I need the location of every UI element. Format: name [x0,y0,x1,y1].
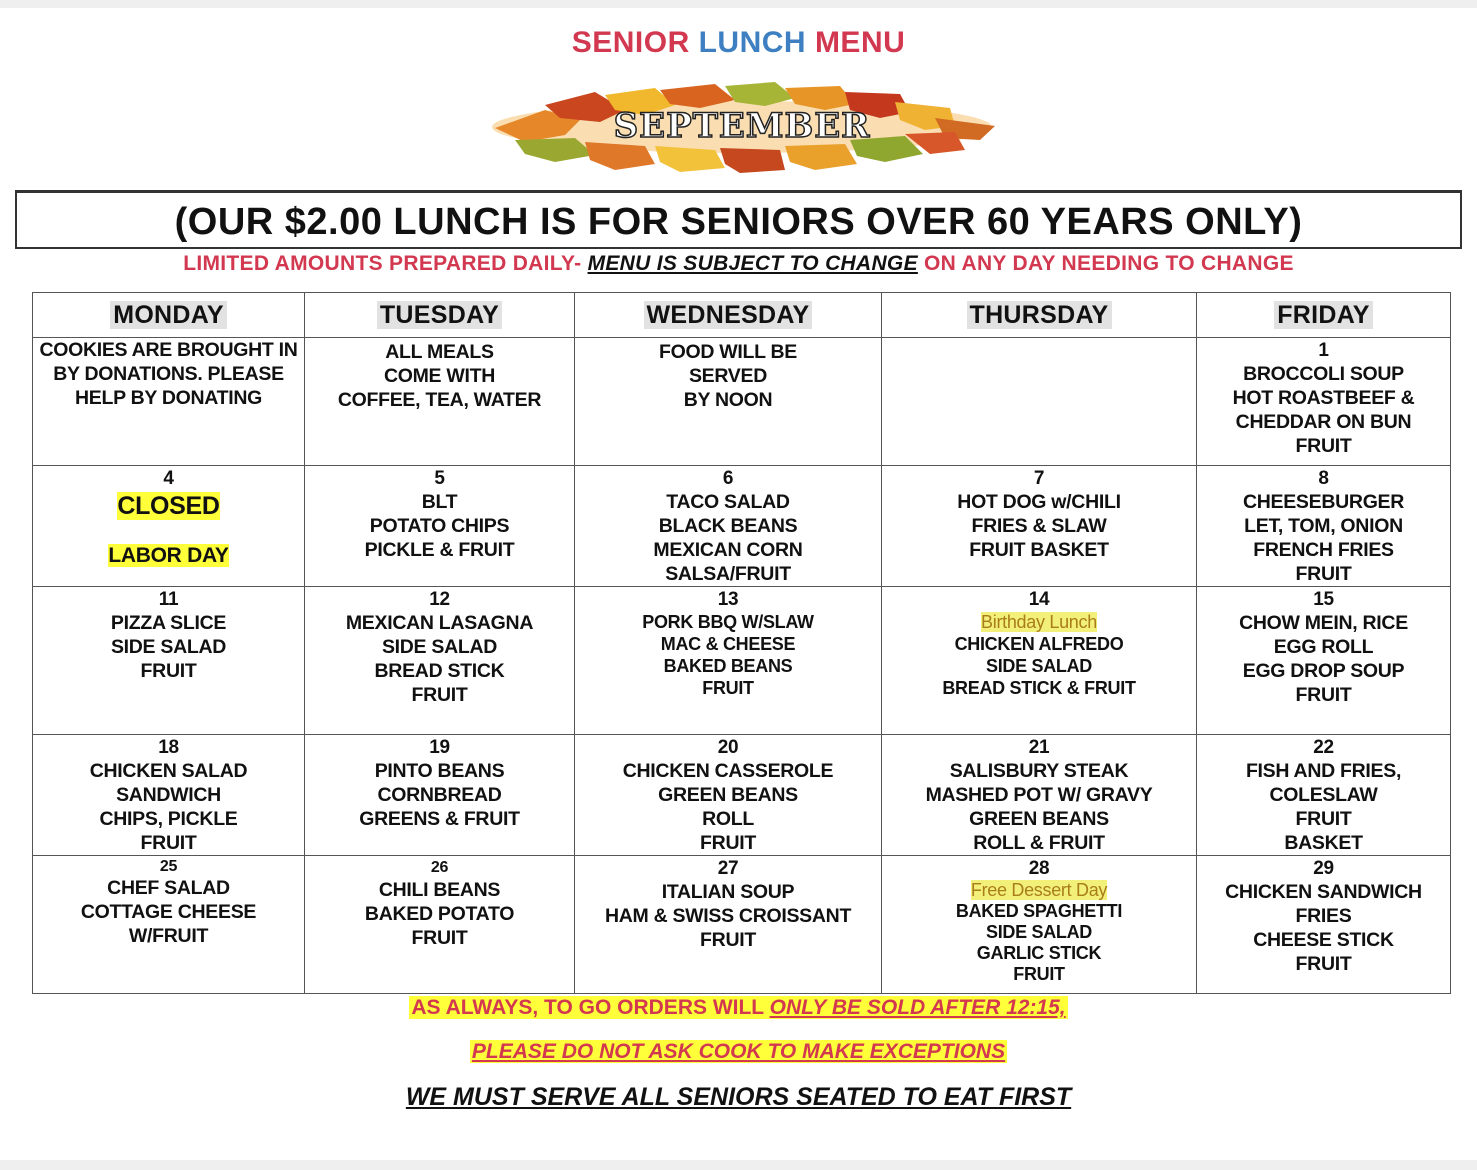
to-go-time-text: ONLY BE SOLD AFTER 12:15, [769,996,1066,1019]
day-cell-7: 7 HOT DOG w/CHILI FRIES & SLAW FRUIT BASKET [882,465,1197,587]
day-cell-13: 13 PORK BBQ W/SLAW MAC & CHEESE BAKED BEANS FRUIT [575,587,882,735]
week-row-4 [33,734,1451,856]
price-notice-text: (OUR $2.00 LUNCH IS FOR SENIORS OVER 60 YEARS ONLY) [174,201,1303,243]
day-cell-27: 27 ITALIAN SOUP HAM & SWISS CROISSANT FRUIT [575,856,882,994]
day-cell-18: 18 CHICKEN SALAD SANDWICH CHIPS, PICKLE FRUIT [33,734,305,856]
title-word-senior: SENIOR [571,26,690,59]
header-thursday: THURSDAY [882,293,1197,338]
day-cell-28: 28 Free Dessert Day BAKED SPAGHETTI SIDE SALAD GARLIC STICK FRUIT [882,856,1197,994]
top-edge [0,0,1477,8]
week-row-2 [33,465,1451,587]
header-friday: FRIDAY [1197,293,1451,338]
day-cell-22: 22 FISH AND FRIES, COLESLAW FRUIT BASKET [1197,734,1451,856]
availability-notice [0,252,1477,276]
day-cell-8: 8 CHEESEBURGER LET, TOM, ONION FRENCH FRIES FRUIT [1197,465,1451,587]
price-notice [15,190,1462,249]
day-cell-19: 19 PINTO BEANS CORNBREAD GREENS & FRUIT [305,734,575,856]
holiday-label: LABOR DAY [108,543,229,567]
availability-text-3: ON ANY DAY NEEDING TO CHANGE [924,252,1294,275]
availability-text-2: MENU IS SUBJECT TO CHANGE [587,252,918,275]
title-word-lunch: LUNCH [698,26,807,59]
empty-day-cell [882,338,1197,466]
title-word-menu: MENU [814,26,906,59]
day-cell-6: 6 TACO SALAD BLACK BEANS MEXICAN CORN SALSA/FRUIT [575,465,882,587]
day-cell-12: 12 MEXICAN LASAGNA SIDE SALAD BREAD STICK FRUIT [305,587,575,735]
day-cell-29: 29 CHICKEN SANDWICH FRIES CHEESE STICK FRUIT [1197,856,1451,994]
day-cell-20: 20 CHICKEN CASSEROLE GREEN BEANS ROLL FRUIT [575,734,882,856]
to-go-orders-notice [0,996,1477,1020]
serving-time-note: FOOD WILL BE SERVED BY NOON [575,338,882,466]
drinks-included-note: ALL MEALS COME WITH COFFEE, TEA, WATER [305,338,575,466]
day-cell-4: 4 CLOSED LABOR DAY [33,465,305,587]
page-title [0,26,1477,60]
day-cell-21: 21 SALISBURY STEAK MASHED POT W/ GRAVY GREEN BEANS ROLL & FRUIT [882,734,1197,856]
day-cell-11: 11 PIZZA SLICE SIDE SALAD FRUIT [33,587,305,735]
day-cell-1: 1 BROCCOLI SOUP HOT ROASTBEEF & CHEDDAR ON BUN FRUIT [1197,338,1451,466]
day-cell-14: 14 Birthday Lunch CHICKEN ALFREDO SIDE SALAD BREAD STICK & FRUIT [882,587,1197,735]
day-cell-5: 5 BLT POTATO CHIPS PICKLE & FRUIT [305,465,575,587]
header-wednesday: WEDNESDAY [575,293,882,338]
cookie-donation-note: COOKIES ARE BROUGHT IN BY DONATIONS. PLEASE HELP BY DONATING [33,338,305,466]
day-cell-15: 15 CHOW MEIN, RICE EGG ROLL EGG DROP SOUP FRUIT [1197,587,1451,735]
month-label: SEPTEMBER [613,106,871,146]
week-row-3 [33,587,1451,735]
seated-first-notice: WE MUST SERVE ALL SENIORS SEATED TO EAT FIRST [405,1083,1072,1111]
day-cell-26: 26 CHILI BEANS BAKED POTATO FRUIT [305,856,575,994]
free-dessert-badge: Free Dessert Day [970,880,1108,901]
availability-text-1: LIMITED AMOUNTS PREPARED DAILY- [183,252,582,275]
menu-calendar [32,292,1451,994]
week-row-5 [33,856,1451,994]
weekday-header-row [33,293,1451,338]
day-cell-25: 25 CHEF SALAD COTTAGE CHEESE W/FRUIT [33,856,305,994]
closed-label: CLOSED [117,491,220,520]
bottom-edge [0,1160,1477,1170]
header-tuesday: TUESDAY [305,293,575,338]
birthday-lunch-badge: Birthday Lunch [981,612,1097,633]
september-leaf-banner [485,80,1000,175]
no-exceptions-notice: PLEASE DO NOT ASK COOK TO MAKE EXCEPTIONS [471,1040,1006,1063]
header-monday: MONDAY [33,293,305,338]
week-row-1 [33,338,1451,466]
to-go-text: AS ALWAYS, TO GO ORDERS WILL [411,996,764,1019]
